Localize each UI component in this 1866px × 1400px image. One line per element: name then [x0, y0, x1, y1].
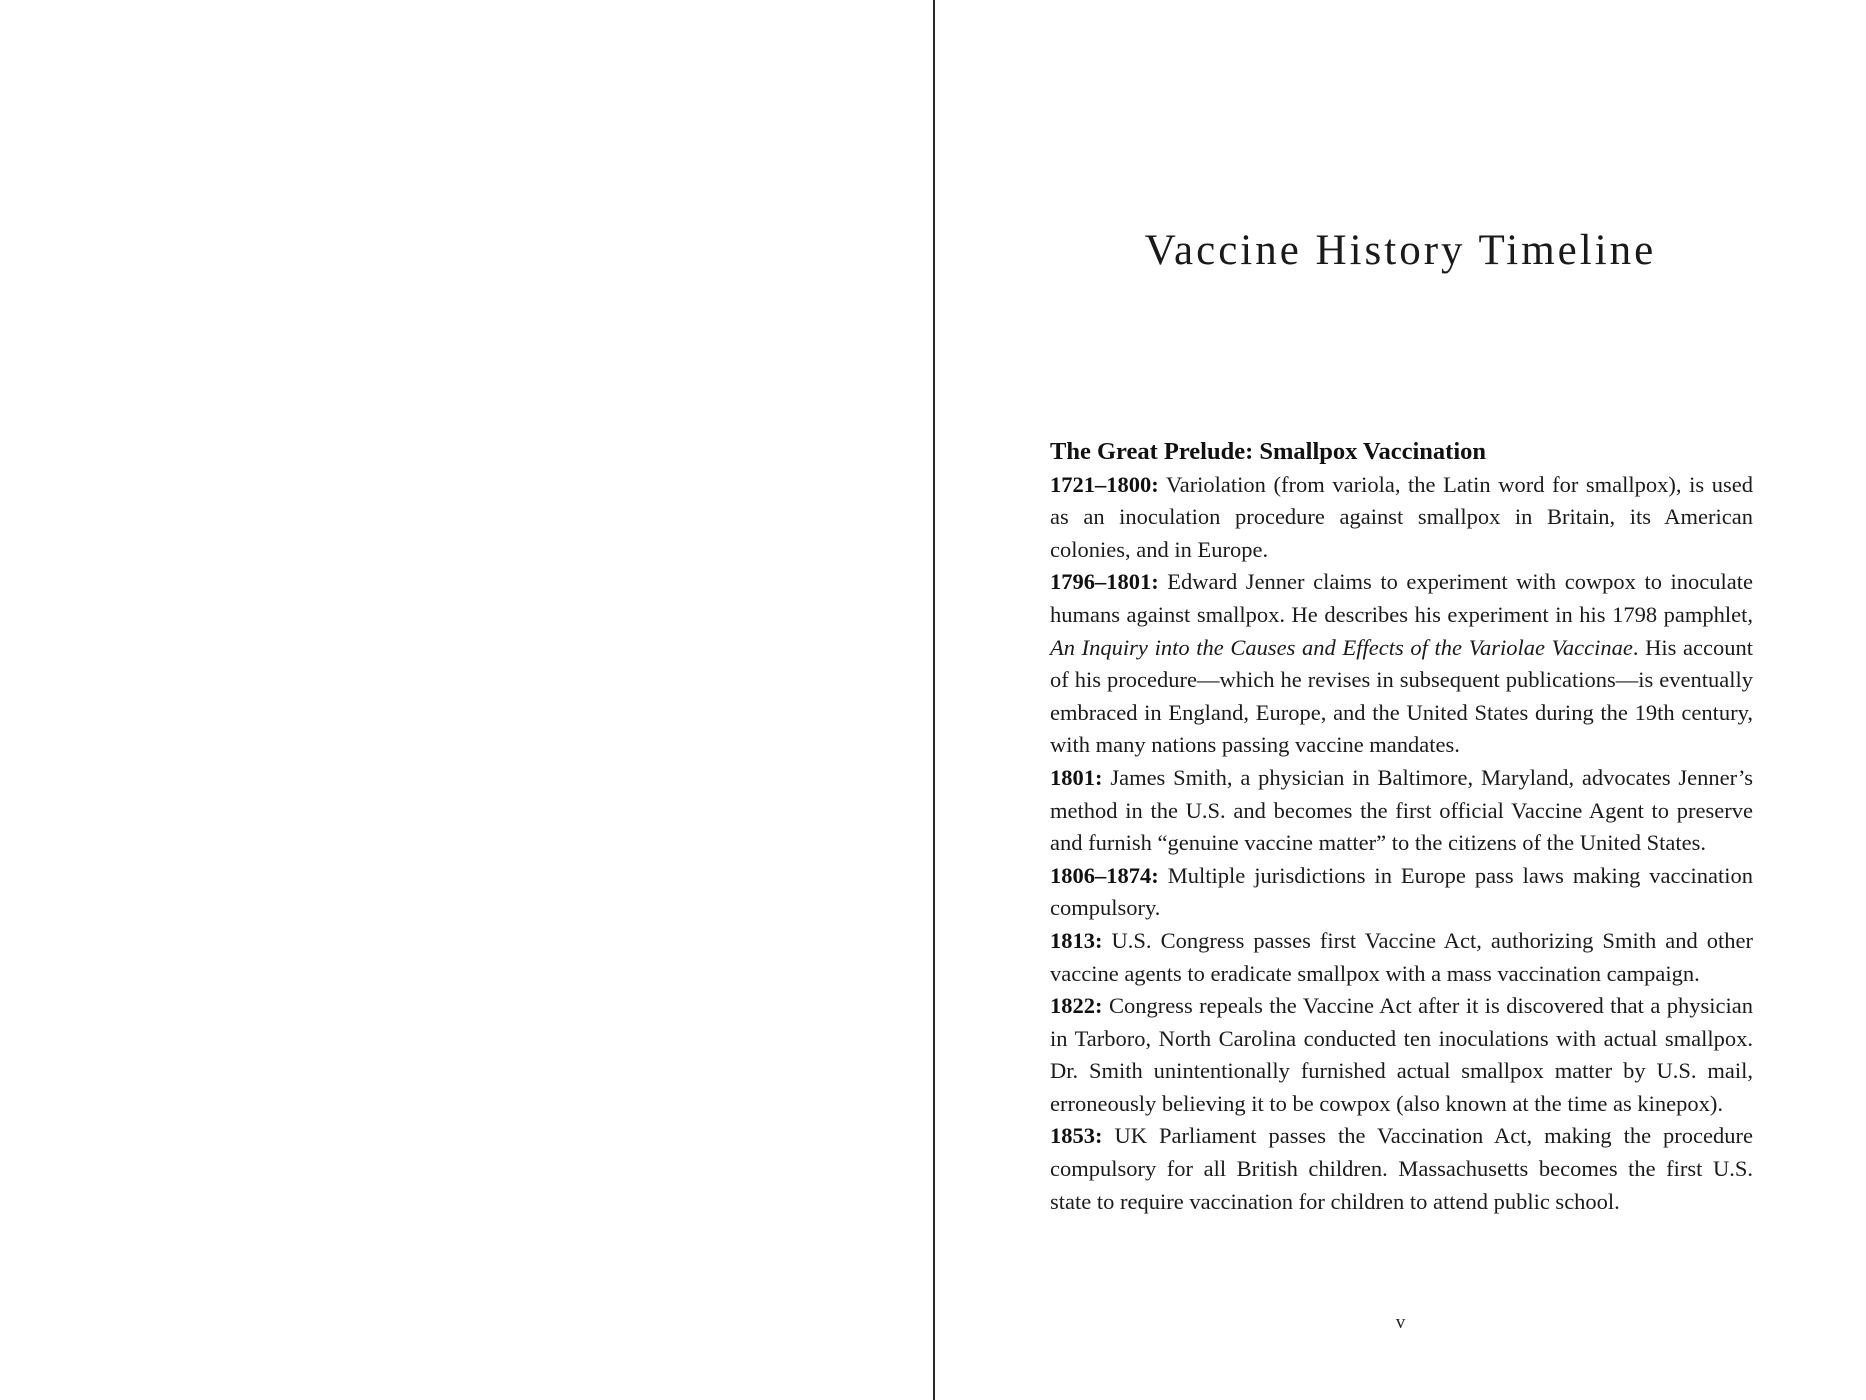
- entry-text: Variolation (from variola, the Latin word for smallpox), is used as an inoculation procedure against smallpox in Britain, its American colonies, and in Europe.: [1050, 471, 1753, 562]
- entry-year: 1801:: [1050, 764, 1103, 790]
- pamphlet-title: An Inquiry into the Causes and Effects of the Variolae Vaccinae: [1050, 634, 1633, 660]
- page-title: Vaccine History Timeline: [1144, 227, 1657, 274]
- timeline-entry: [1050, 1120, 1753, 1218]
- entry-year: 1721–1800:: [1050, 471, 1159, 497]
- timeline-entry: [1050, 566, 1753, 762]
- entry-year: 1813:: [1050, 927, 1103, 953]
- timeline-entry: [1050, 925, 1753, 990]
- timeline-entry: [1050, 860, 1753, 925]
- timeline-entry: [1050, 469, 1753, 567]
- entry-year: 1822:: [1050, 993, 1103, 1019]
- timeline-body: [1050, 436, 1753, 1218]
- entry-year: 1806–1874:: [1050, 862, 1159, 888]
- entry-text: James Smith, a physician in Baltimore, Maryland, advocates Jenner’s method in the U.S. and becomes the first official Vaccine Agent to preserve and furnish “genuine vaccine matter” to the citizens of the United States.: [1050, 764, 1753, 856]
- section-heading: The Great Prelude: Smallpox Vaccination: [1050, 438, 1487, 465]
- entry-text: UK Parliament passes the Vaccination Act, making the procedure compulsory for all British children. Massachusetts becomes the first U.S. state to require vaccination for children to attend public school.: [1050, 1123, 1753, 1214]
- entry-year: 1853:: [1050, 1123, 1103, 1149]
- page-number: v: [1395, 1312, 1406, 1333]
- entry-text: U.S. Congress passes first Vaccine Act, authorizing Smith and other vaccine agents to eradicate smallpox with a mass vaccination campaign.: [1050, 927, 1753, 986]
- right-page: [935, 0, 1866, 1400]
- timeline-entry: [1050, 990, 1753, 1120]
- timeline-entry: [1050, 762, 1753, 860]
- entry-text: Congress repeals the Vaccine Act after it is discovered that a physician in Tarboro, North Carolina conducted ten inoculations with actual smallpox. Dr. Smith unintentionally furnished actual smallpox matter by U.S. mail, erroneously believing it to be cowpox (also known at the time as kinepox).: [1050, 993, 1753, 1116]
- entry-text: . His account of his procedure—which he revises in subsequent publications—is eventually embraced in England, Europe, and the United States during the 19th century, with many nations passing vaccine mandates.: [1050, 634, 1754, 758]
- entry-text: Edward Jenner claims to experiment with cowpox to inoculate humans against smallpox. He describes his experiment in his 1798 pamphlet,: [1050, 569, 1753, 627]
- entry-year: 1796–1801:: [1050, 569, 1159, 595]
- entry-text: Multiple jurisdictions in Europe pass laws making vaccination compulsory.: [1050, 862, 1753, 921]
